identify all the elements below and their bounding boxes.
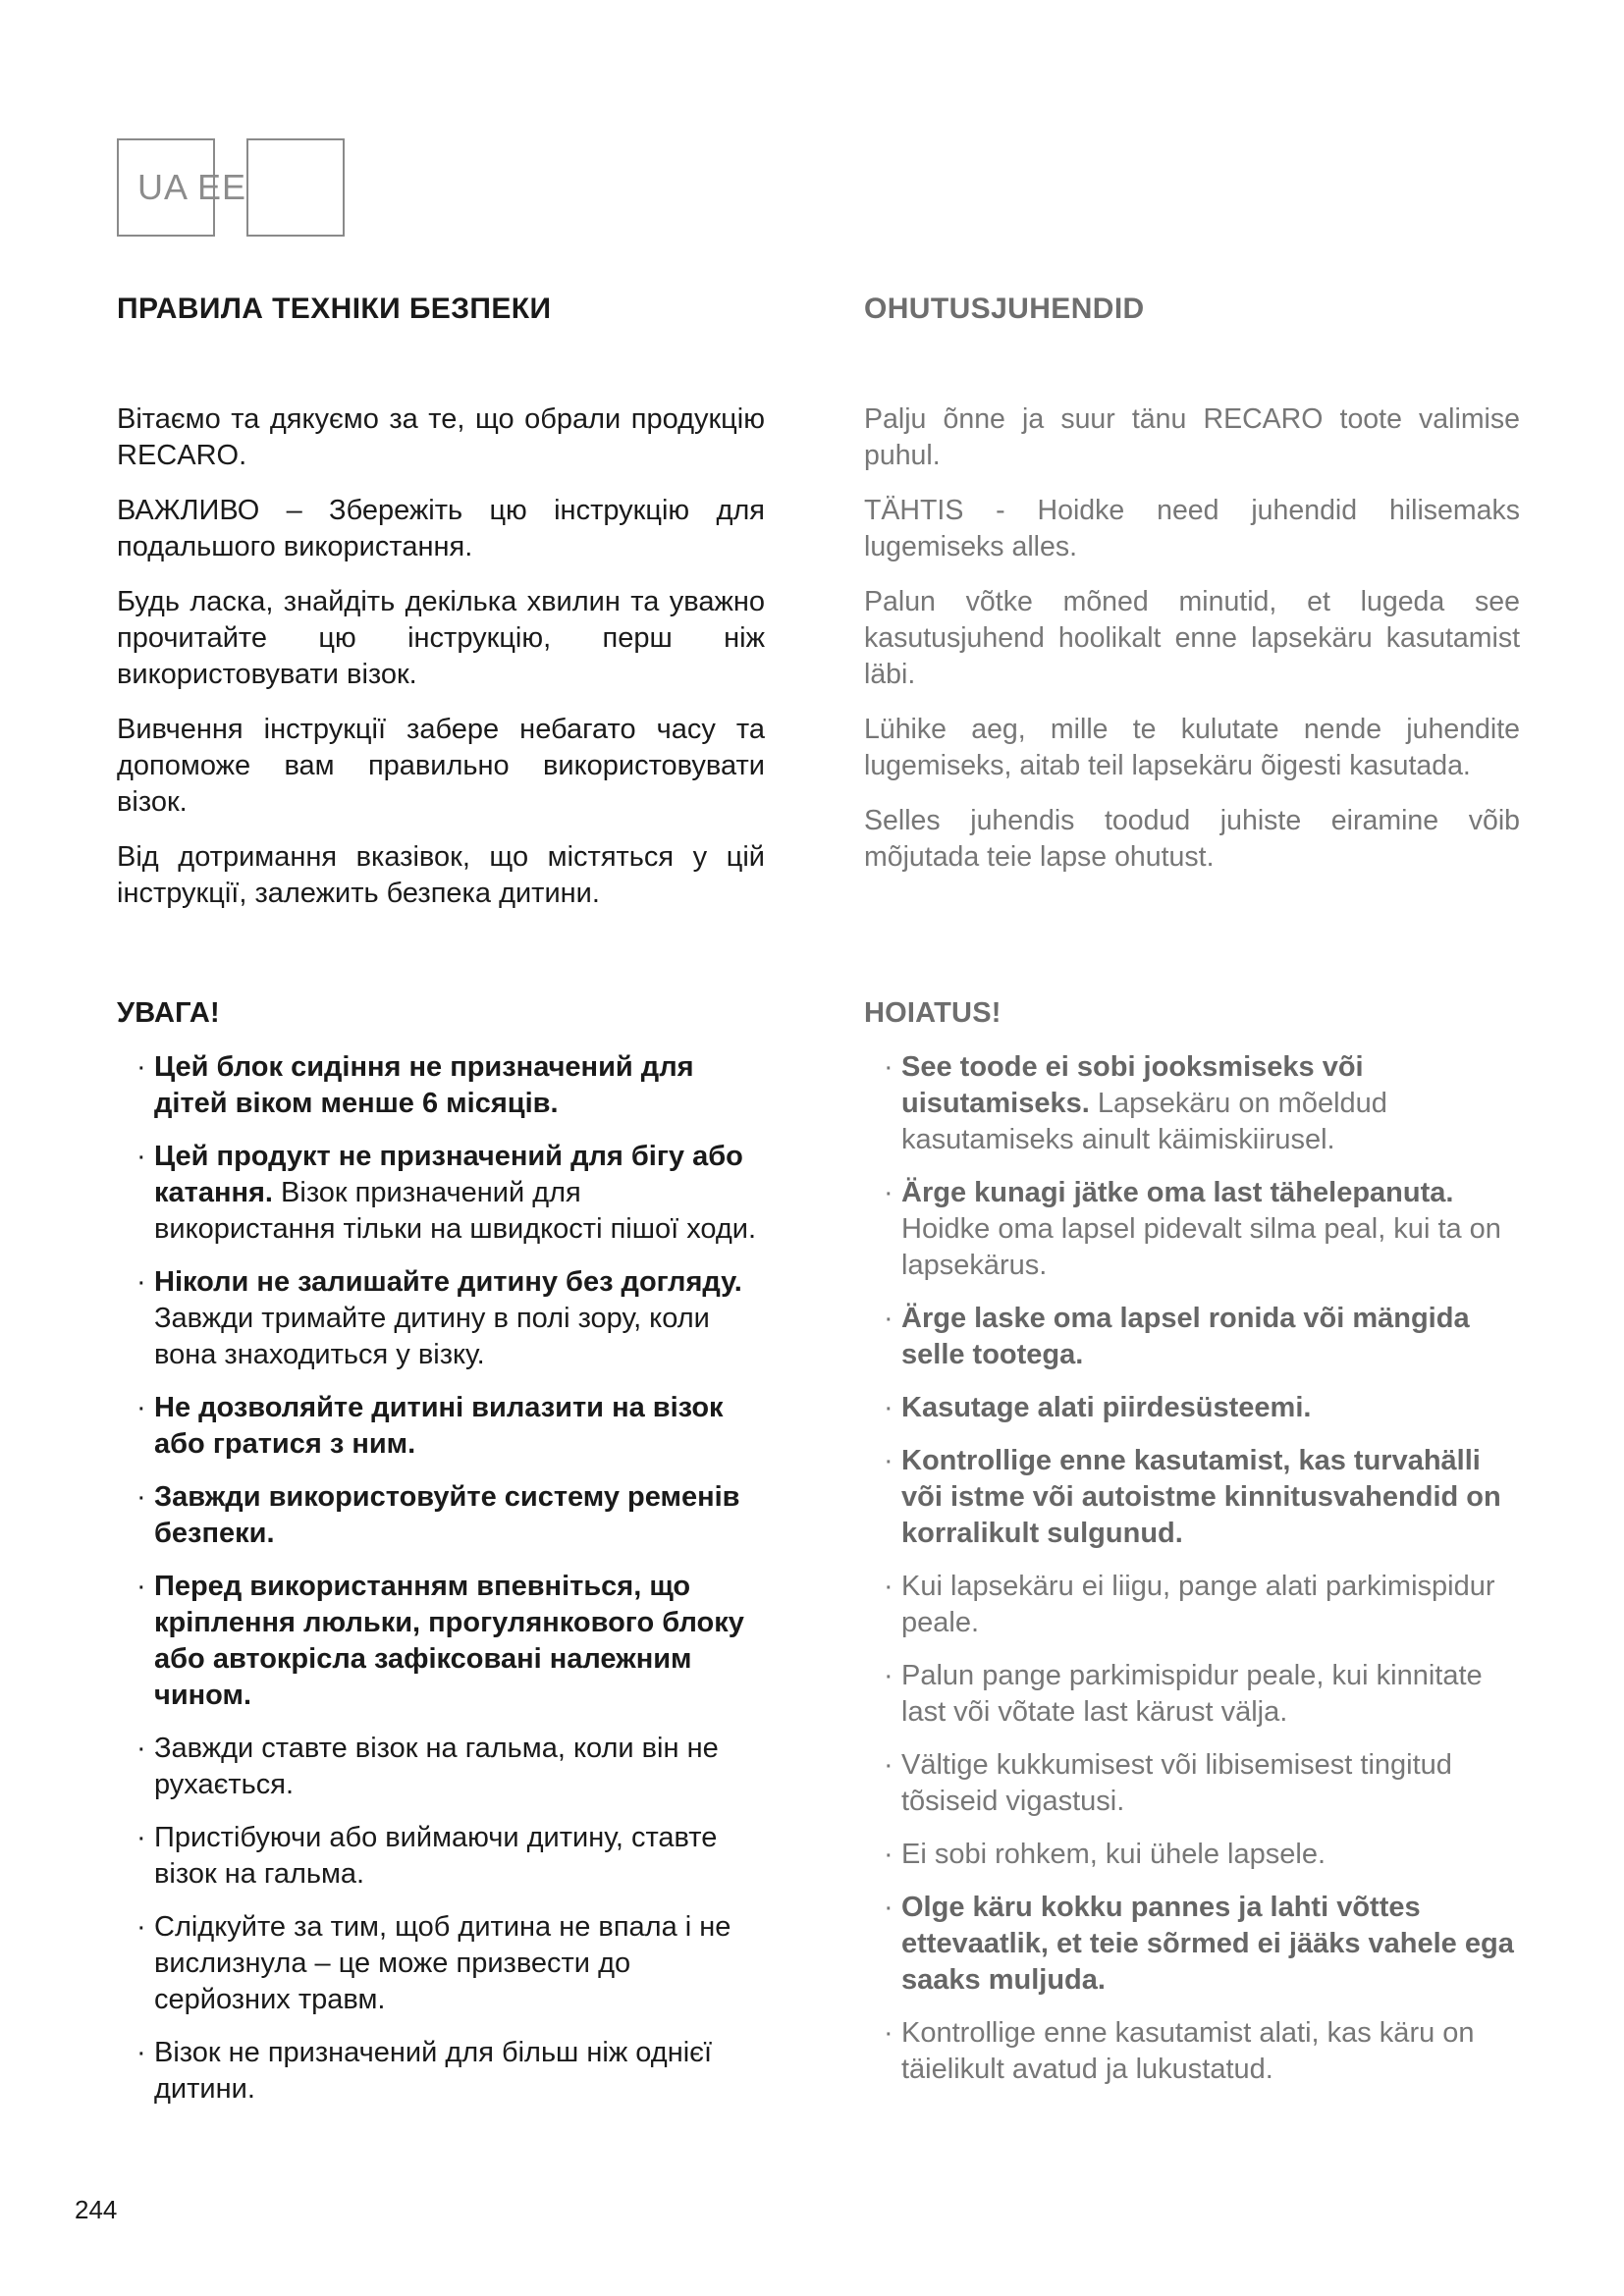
- ua-intro: [117, 401, 765, 912]
- item-text: Hoidke oma lapsel pidevalt silma peal, kui ta on lapsekärus.: [901, 1213, 1501, 1281]
- list-item: [136, 1820, 765, 1893]
- item-text: Слідкуйте за тим, щоб дитина не впала і не вислизнула – це може призвести до серйозних травм.: [154, 1911, 731, 2015]
- list-item: [884, 1049, 1520, 1158]
- item-text: Візок не призначений для більш ніж однієї дитини.: [154, 2037, 713, 2105]
- list-item: [884, 1175, 1520, 1284]
- item-text: Пристібуючи або виймаючи дитину, ставте візок на гальма.: [154, 1822, 718, 1890]
- ee-intro: [864, 401, 1520, 876]
- item-text: Ei sobi rohkem, kui ühele lapsele.: [901, 1839, 1326, 1870]
- list-item: [884, 1569, 1520, 1641]
- item-bold-text: Olge käru kokku pannes ja lahti võttes ettevaatlik, et teie sõrmed ei jääks vahele ega saaks muljuda.: [901, 1892, 1514, 1996]
- ee-column: [864, 293, 1520, 894]
- item-bold-text: See toode ei sobi jooksmiseks või uisutamiseks.: [901, 1051, 1364, 1119]
- item-text: Lapsekäru on mõeldud kasutamiseks ainult käimiskiirusel.: [901, 1088, 1387, 1155]
- item-bold-text: Завжди використовуйте систему ременів безпеки.: [154, 1481, 740, 1549]
- item-bold-text: Цей продукт не призначений для бігу або катання.: [154, 1141, 743, 1208]
- ua-warning-section: [117, 997, 765, 2124]
- item-text: Завжди ставте візок на гальма, коли він не рухається.: [154, 1733, 719, 1800]
- ee-warning-list: [864, 1049, 1520, 2088]
- list-item: [884, 2015, 1520, 2088]
- list-item: [136, 2035, 765, 2108]
- ee-intro-paragraph: Selles juhendis toodud juhiste eiramine võib mõjutada teie lapse ohutust.: [864, 805, 1520, 873]
- list-item: [136, 1479, 765, 1552]
- ee-warning-section: [864, 997, 1520, 2105]
- item-bold-text: Перед використанням впевніться, що кріплення люльки, прогулянкового блоку або автокрісла зафіксовані належним чином.: [154, 1571, 744, 1711]
- item-text: Візок призначений для використання тільки на швидкості пішої ходи.: [154, 1177, 757, 1245]
- list-item: [136, 1569, 765, 1714]
- ua-column: [117, 293, 765, 931]
- ua-warning-title: УВАГА!: [117, 997, 220, 1029]
- item-bold-text: Цей блок сидіння не призначений для дітей віком менше 6 місяців.: [154, 1051, 694, 1119]
- ua-intro-paragraph: Від дотримання вказівок, що містяться у цій інструкції, залежить безпека дитини.: [117, 841, 765, 909]
- list-item: [136, 1264, 765, 1373]
- item-text: Завжди тримайте дитину в полі зору, коли вона знаходиться у візку.: [154, 1303, 710, 1370]
- item-bold-text: Kontrollige enne kasutamist, kas turvahälli või istme või autoistme kinnitusvahendid on korralikult sulgunud.: [901, 1445, 1501, 1549]
- language-tags: UA EE: [137, 167, 247, 207]
- item-text: Palun pange parkimispidur peale, kui kinnitate last või võtate last kärust välja.: [901, 1660, 1483, 1728]
- ee-section-title: OHUTUSJUHENDID: [864, 293, 1145, 325]
- list-item: [884, 1658, 1520, 1731]
- ee-intro-paragraph: Palju õnne ja suur tänu RECARO toote valimise puhul.: [864, 403, 1520, 471]
- ua-intro-paragraph: Вітаємо та дякуємо за те, що обрали продукцію RECARO.: [117, 403, 765, 471]
- item-bold-text: Ärge laske oma lapsel ronida või mängida selle tootega.: [901, 1303, 1470, 1370]
- list-item: [884, 1443, 1520, 1552]
- ee-intro-paragraph: TÄHTIS - Hoidke need juhendid hilisemaks lugemiseks alles.: [864, 495, 1520, 562]
- ua-intro-paragraph: Вивчення інструкції забере небагато часу та допоможе вам правильно використовувати візок.: [117, 714, 765, 818]
- item-bold-text: Не дозволяйте дитині вилазити на візок або гратися з ним.: [154, 1392, 724, 1460]
- ua-intro-paragraph: Будь ласка, знайдіть декілька хвилин та уважно прочитайте цю інструкцію, перш ніж використовувати візок.: [117, 586, 765, 690]
- page-number: 244: [75, 2195, 118, 2224]
- ua-warning-list: [117, 1049, 765, 2108]
- ee-warning-title: HOIATUS!: [864, 997, 1001, 1029]
- ee-intro-paragraph: Palun võtke mõned minutid, et lugeda see kasutusjuhend hoolikalt enne lapsekäru kasutamist läbi.: [864, 586, 1520, 690]
- list-item: [884, 1301, 1520, 1373]
- list-item: [136, 1390, 765, 1463]
- item-text: Kontrollige enne kasutamist alati, kas käru on täielikult avatud ja lukustatud.: [901, 2017, 1475, 2085]
- list-item: [884, 1390, 1520, 1426]
- item-bold-text: Ніколи не залишайте дитину без догляду.: [154, 1266, 742, 1298]
- item-text: Kui lapsekäru ei liigu, pange alati parkimispidur peale.: [901, 1571, 1495, 1638]
- list-item: [884, 1890, 1520, 1999]
- list-item: [884, 1837, 1520, 1873]
- list-item: [136, 1909, 765, 2018]
- language-box-ee: [246, 138, 345, 237]
- item-bold-text: Kasutage alati piirdesüsteemi.: [901, 1392, 1312, 1423]
- ua-section-title: ПРАВИЛА ТЕХНІКИ БЕЗПЕКИ: [117, 293, 552, 325]
- list-item: [884, 1747, 1520, 1820]
- ee-intro-paragraph: Lühike aeg, mille te kulutate nende juhendite lugemiseks, aitab teil lapsekäru õigesti kasutada.: [864, 714, 1520, 781]
- list-item: [136, 1139, 765, 1248]
- ua-intro-paragraph: ВАЖЛИВО – Збережіть цю інструкцію для подальшого використання.: [117, 495, 765, 562]
- list-item: [136, 1049, 765, 1122]
- item-text: Vältige kukkumisest või libisemisest tingitud tõsiseid vigastusi.: [901, 1749, 1452, 1817]
- item-bold-text: Ärge kunagi jätke oma last tähelepanuta.: [901, 1177, 1454, 1208]
- list-item: [136, 1731, 765, 1803]
